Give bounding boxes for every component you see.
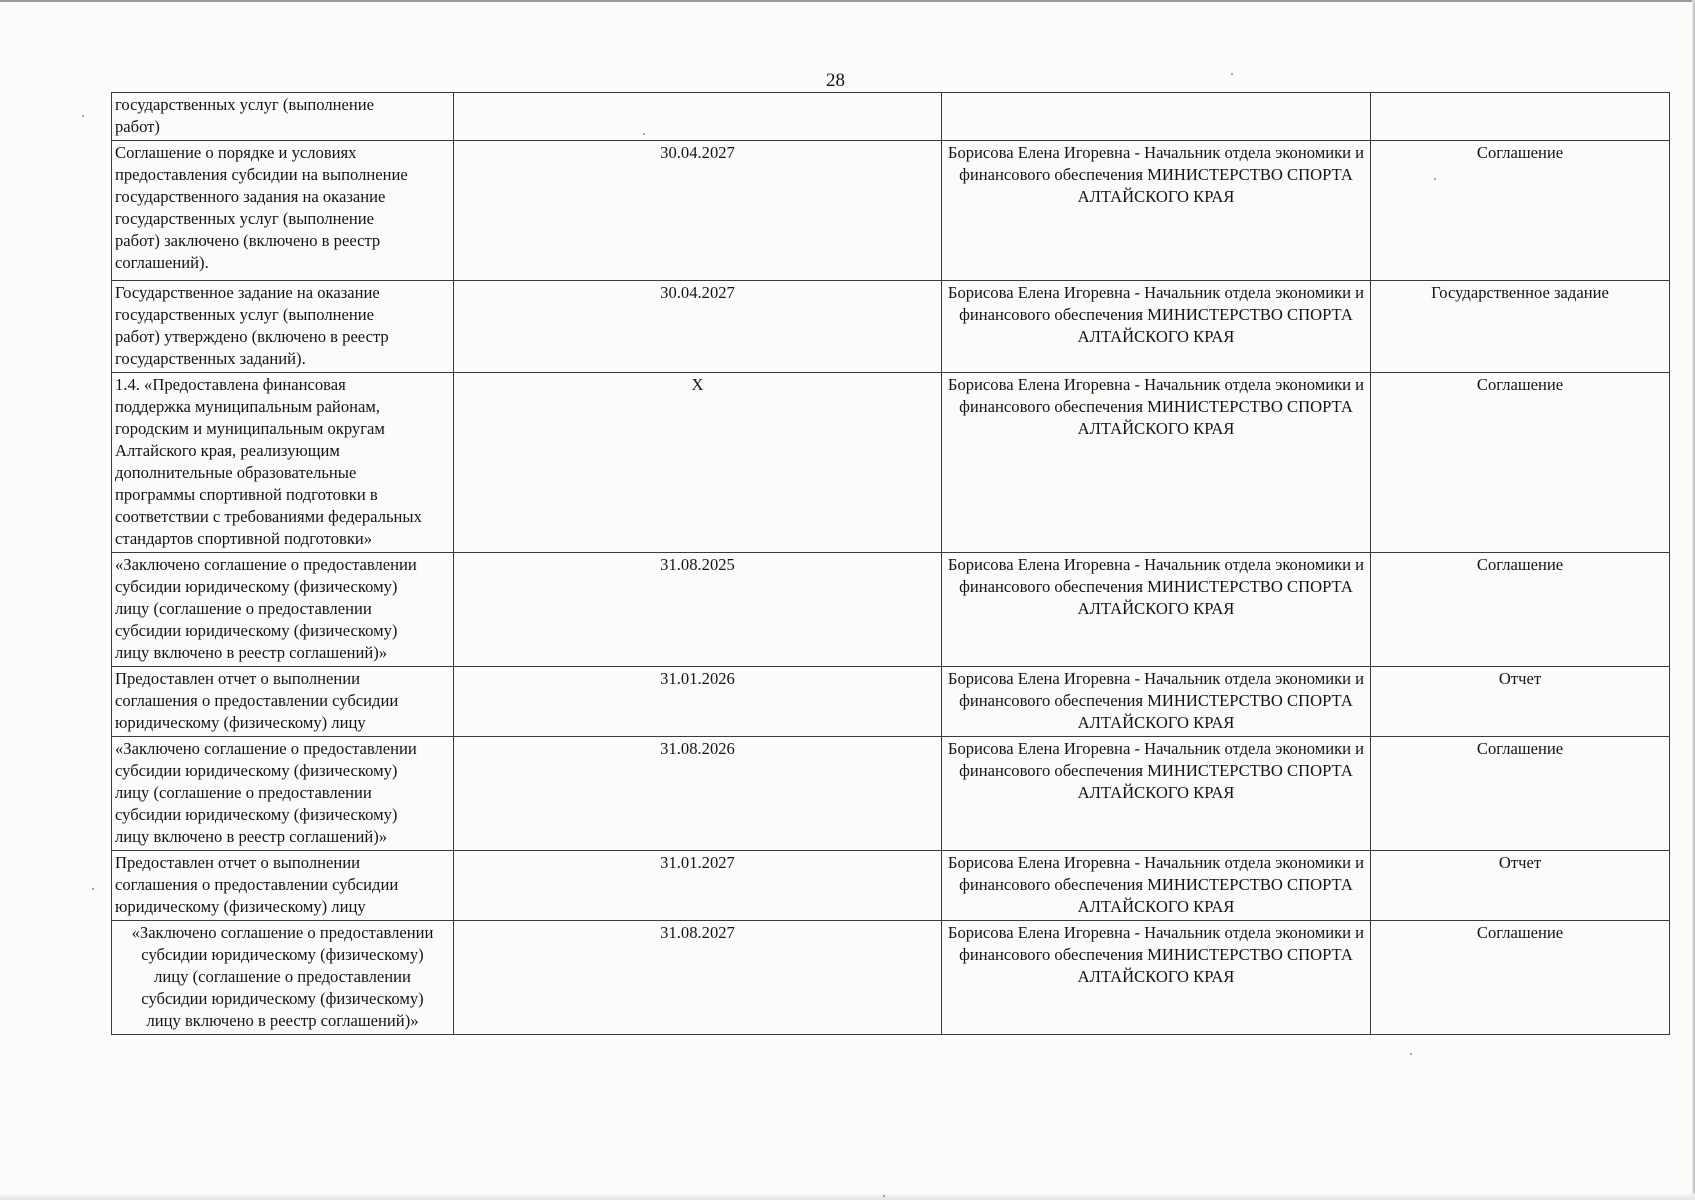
table-row [112, 93, 1670, 141]
responsible-cell: Борисова Елена Игоревна - Начальник отдела экономики и финансового обеспечения МИНИСТЕРСТВО СПОРТА АЛТАЙСКОГО КРАЯ [942, 141, 1371, 281]
table-row [112, 281, 1670, 373]
document-type-cell: Соглашение [1371, 373, 1670, 553]
table-row [112, 737, 1670, 851]
control-points-table [111, 92, 1670, 1035]
event-name-cell: Предоставлен отчет о выполнении соглашения о предоставлении субсидии юридическому (физическому) лицу [112, 851, 454, 921]
responsible-cell: Борисова Елена Игоревна - Начальник отдела экономики и финансового обеспечения МИНИСТЕРСТВО СПОРТА АЛТАЙСКОГО КРАЯ [942, 373, 1371, 553]
scan-top-edge [0, 0, 1695, 2]
deadline-cell: 31.08.2025 [454, 553, 942, 667]
document-type-cell: Отчет [1371, 851, 1670, 921]
document-type-cell: Отчет [1371, 667, 1670, 737]
scan-speck [643, 133, 645, 135]
event-name-cell: «Заключено соглашение о предоставлении субсидии юридическому (физическому) лицу (соглашение о предоставлении субсидии юридическому (физическому) лицу включено в реестр соглашений)» [112, 737, 454, 851]
deadline-cell [454, 93, 942, 141]
document-type-cell [1371, 93, 1670, 141]
scan-speck [82, 115, 84, 117]
scan-speck [883, 1195, 885, 1197]
scan-speck [92, 888, 94, 890]
event-name-cell: «Заключено соглашение о предоставлении субсидии юридическому (физическому) лицу (соглашение о предоставлении субсидии юридическому (физическому) лицу включено в реестр соглашений)» [112, 553, 454, 667]
event-name-cell: Соглашение о порядке и условиях предоставления субсидии на выполнение государственного задания на оказание государственных услуг (выполнение работ) заключено (включено в реестр соглашений). [112, 141, 454, 281]
event-name-cell: государственных услуг (выполнение работ) [112, 93, 454, 141]
responsible-cell: Борисова Елена Игоревна - Начальник отдела экономики и финансового обеспечения МИНИСТЕРСТВО СПОРТА АЛТАЙСКОГО КРАЯ [942, 851, 1371, 921]
document-type-cell: Соглашение [1371, 921, 1670, 1035]
table-row [112, 141, 1670, 281]
responsible-cell: Борисова Елена Игоревна - Начальник отдела экономики и финансового обеспечения МИНИСТЕРСТВО СПОРТА АЛТАЙСКОГО КРАЯ [942, 281, 1371, 373]
responsible-cell: Борисова Елена Игоревна - Начальник отдела экономики и финансового обеспечения МИНИСТЕРСТВО СПОРТА АЛТАЙСКОГО КРАЯ [942, 667, 1371, 737]
table-row [112, 553, 1670, 667]
scan-speck [1434, 178, 1436, 180]
deadline-cell: 30.04.2027 [454, 141, 942, 281]
event-name-cell: Государственное задание на оказание государственных услуг (выполнение работ) утверждено (включено в реестр государственных заданий). [112, 281, 454, 373]
document-type-cell: Соглашение [1371, 737, 1670, 851]
responsible-cell: Борисова Елена Игоревна - Начальник отдела экономики и финансового обеспечения МИНИСТЕРСТВО СПОРТА АЛТАЙСКОГО КРАЯ [942, 921, 1371, 1035]
deadline-cell: 30.04.2027 [454, 281, 942, 373]
responsible-cell: Борисова Елена Игоревна - Начальник отдела экономики и финансового обеспечения МИНИСТЕРСТВО СПОРТА АЛТАЙСКОГО КРАЯ [942, 737, 1371, 851]
responsible-cell [942, 93, 1371, 141]
deadline-cell: X [454, 373, 942, 553]
event-name-cell: 1.4. «Предоставлена финансовая поддержка муниципальным районам, городским и муниципальным округам Алтайского края, реализующим дополнительные образовательные программы спортивной подготовки в соответствии с требованиями федеральных стандартов спортивной подготовки» [112, 373, 454, 553]
page-number: 28 [826, 70, 845, 91]
deadline-cell: 31.08.2026 [454, 737, 942, 851]
table-row [112, 667, 1670, 737]
table-row [112, 851, 1670, 921]
table-row [112, 373, 1670, 553]
scan-bottom-edge [0, 1194, 1695, 1200]
deadline-cell: 31.01.2026 [454, 667, 942, 737]
table-row [112, 921, 1670, 1035]
deadline-cell: 31.01.2027 [454, 851, 942, 921]
deadline-cell: 31.08.2027 [454, 921, 942, 1035]
document-type-cell: Соглашение [1371, 141, 1670, 281]
document-type-cell: Соглашение [1371, 553, 1670, 667]
scan-speck [1410, 1053, 1412, 1055]
scan-speck [1231, 73, 1233, 75]
event-name-cell: «Заключено соглашение о предоставлении субсидии юридическому (физическому) лицу (соглашение о предоставлении субсидии юридическому (физическому) лицу включено в реестр соглашений)» [112, 921, 454, 1035]
responsible-cell: Борисова Елена Игоревна - Начальник отдела экономики и финансового обеспечения МИНИСТЕРСТВО СПОРТА АЛТАЙСКОГО КРАЯ [942, 553, 1371, 667]
document-type-cell: Государственное задание [1371, 281, 1670, 373]
event-name-cell: Предоставлен отчет о выполнении соглашения о предоставлении субсидии юридическому (физическому) лицу [112, 667, 454, 737]
